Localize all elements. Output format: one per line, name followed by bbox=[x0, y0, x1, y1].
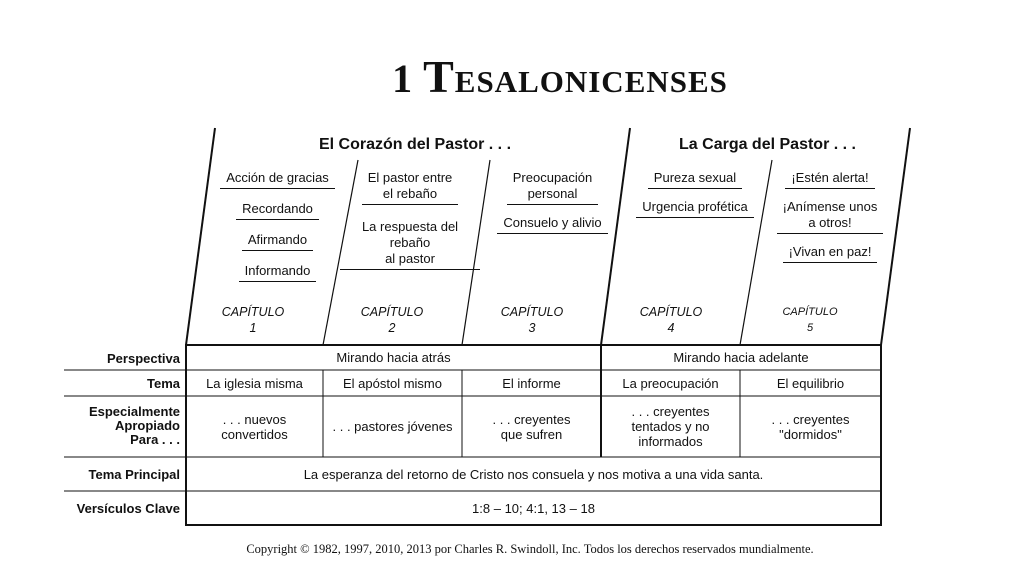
row-label-tema-principal: Tema Principal bbox=[88, 467, 180, 482]
ch4-topic: Pureza sexual bbox=[648, 170, 742, 189]
ch4-topic: Urgencia profética bbox=[636, 199, 754, 218]
row-label-tema: Tema bbox=[147, 376, 180, 391]
tema-cell: El equilibrio bbox=[776, 375, 845, 391]
perspectiva-left: Mirando hacia atrás bbox=[336, 350, 451, 365]
perspectiva-right: Mirando hacia adelante bbox=[673, 350, 809, 365]
tema-cell: El informe bbox=[502, 375, 561, 391]
chapter-label-5: CAPÍTULO 5 bbox=[782, 306, 838, 334]
ch5-topic: ¡Vivan en paz! bbox=[783, 244, 878, 263]
row-label-versiculos: Versículos Clave bbox=[76, 501, 180, 516]
ch1-topics bbox=[215, 170, 340, 282]
ch2-topics bbox=[340, 170, 480, 270]
chapter-label-1: CAPÍTULO 1 bbox=[221, 305, 285, 335]
ch4-topics bbox=[625, 170, 765, 218]
apropiado-cell: . . . creyentes que sufren bbox=[492, 411, 571, 442]
tema-cell: El apóstol mismo bbox=[343, 375, 442, 391]
section-heading-carga: La Carga del Pastor . . . bbox=[679, 136, 856, 153]
ch5-topics bbox=[770, 170, 890, 263]
ch2-topic: El pastor entre el rebaño bbox=[362, 170, 459, 205]
ch5-topic: ¡Anímense unos a otros! bbox=[777, 199, 884, 234]
ch2-topic: La respuesta del rebaño al pastor bbox=[340, 219, 480, 270]
ch5-topic: ¡Estén alerta! bbox=[785, 170, 874, 189]
versiculos-text: 1:8 – 10; 4:1, 13 – 18 bbox=[472, 500, 595, 516]
ch3-topics bbox=[485, 170, 620, 234]
ch3-topic: Preocupación personal bbox=[507, 170, 599, 205]
apropiado-cell: . . . nuevos convertidos bbox=[221, 411, 288, 442]
chapter-label-4: CAPÍTULO 4 bbox=[639, 305, 703, 335]
page-title: 1 TESALONICENSES bbox=[392, 51, 728, 102]
ch1-topic: Acción de gracias bbox=[220, 170, 335, 189]
ch1-topic: Afirmando bbox=[242, 232, 313, 251]
ch3-topic: Consuelo y alivio bbox=[497, 215, 607, 234]
row-label-perspectiva: Perspectiva bbox=[107, 351, 180, 366]
apropiado-cell: . . . creyentes "dormidos" bbox=[771, 411, 850, 442]
apropiado-cell: . . . pastores jóvenes bbox=[332, 419, 453, 434]
ch1-topic: Recordando bbox=[236, 201, 319, 220]
tema-cell: La iglesia misma bbox=[206, 375, 303, 391]
tema-principal-text: La esperanza del retorno de Cristo nos consuela y nos motiva a una vida santa. bbox=[303, 466, 764, 482]
apropiado-cell: . . . creyentes tentados y no informados bbox=[631, 404, 710, 449]
chapter-label-2: CAPÍTULO 2 bbox=[360, 305, 424, 335]
row-label-apropiado: Especialmente Apropiado Para . . . bbox=[88, 404, 180, 447]
copyright-notice: Copyright © 1982, 1997, 2010, 2013 por Charles R. Swindoll, Inc. Todos los derechos reservados mundialmente. bbox=[246, 542, 814, 556]
section-heading-corazon: El Corazón del Pastor . . . bbox=[318, 136, 512, 153]
ch1-topic: Informando bbox=[239, 263, 317, 282]
chapter-label-3: CAPÍTULO 3 bbox=[500, 305, 564, 335]
tema-cell: La preocupación bbox=[622, 375, 719, 391]
